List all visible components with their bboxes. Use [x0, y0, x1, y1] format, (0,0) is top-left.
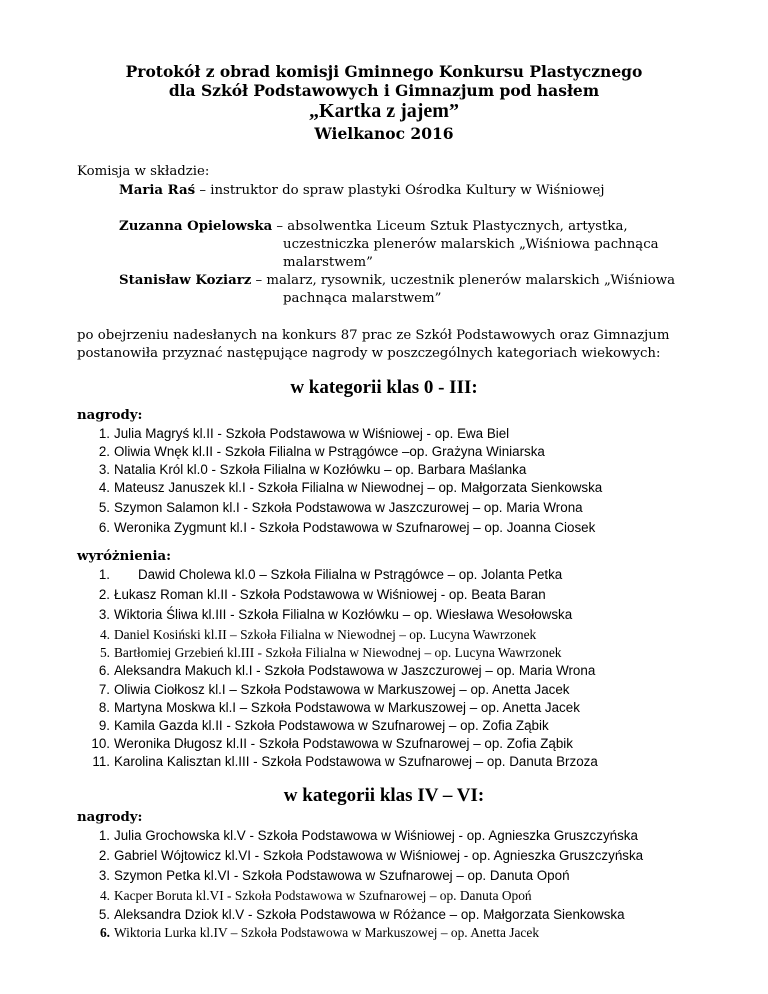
list-item: [77, 907, 625, 922]
item-text: Natalia Król kl.0 - Szkoła Filialna w Kozłówku – op. Barbara Maślanka: [114, 462, 527, 477]
member-description: – absolwentka Liceum Sztuk Plastycznych, artystka,: [272, 219, 628, 234]
item-text: Kamila Gazda kl.II - Szkoła Podstawowa w Szufnarowej – op. Zofia Ząbik: [114, 718, 549, 733]
item-number: 8.: [98, 700, 110, 715]
item-number: 3.: [98, 462, 110, 477]
member-description: – instruktor do spraw plastyki Ośrodka Kultury w Wiśniowej: [195, 183, 605, 198]
list-item: [77, 868, 570, 883]
item-number: 6.: [98, 663, 110, 678]
item-text: Szymon Petka kl.VI - Szkoła Podstawowa w Szufnarowej – op. Danuta Opoń: [114, 868, 570, 883]
list-item: [77, 888, 532, 904]
item-text: Weronika Zygmunt kl.I - Szkoła Podstawowa w Szufnarowej – op. Joanna Ciosek: [114, 520, 596, 535]
item-number: 5.: [98, 500, 110, 515]
list-item: [77, 645, 562, 661]
item-number: 4.: [99, 888, 110, 903]
list-item: [77, 925, 539, 941]
contest-occasion: Wielkanoc 2016: [314, 124, 454, 143]
item-number: 6.: [98, 520, 110, 535]
awards-label: nagrody:: [77, 810, 143, 825]
item-number: 5.: [99, 645, 110, 660]
committee-member-2: [119, 219, 628, 234]
member-description-continued: pachnąca malarstwem”: [283, 291, 442, 306]
item-text: Martyna Moskwa kl.I – Szkoła Podstawowa w Markuszowej – op. Anetta Jacek: [114, 700, 580, 715]
list-item: [77, 480, 602, 495]
item-number: 3.: [98, 868, 110, 883]
item-number: 2.: [98, 444, 110, 459]
list-item: [77, 426, 509, 441]
committee-intro: Komisja w składzie:: [77, 164, 210, 179]
item-text: Wiktoria Lurka kl.IV – Szkoła Podstawowa w Markuszowej – op. Anetta Jacek: [114, 925, 540, 940]
list-item: [77, 607, 572, 622]
list-item: [77, 520, 595, 535]
item-text: Kacper Boruta kl.VI - Szkoła Podstawowa w Szufnarowej – op. Danuta Opoń: [114, 888, 532, 903]
member-name: Stanisław Koziarz: [119, 273, 252, 288]
item-number: 5.: [98, 907, 110, 922]
decision-text-line1: po obejrzeniu nadesłanych na konkurs 87 prac ze Szkół Podstawowych oraz Gimnazjum: [77, 328, 670, 343]
item-number: 3.: [98, 607, 110, 622]
category-heading: w kategorii klas 0 - III:: [290, 377, 478, 398]
item-text: Mateusz Januszek kl.I - Szkoła Filialna w Niewodnej – op. Małgorzata Sienkowska: [114, 480, 603, 495]
list-item: [77, 700, 580, 715]
decision-text-line2: postanowiła przyznać następujące nagrody w poszczególnych kategoriach wiekowych:: [77, 346, 661, 361]
member-description-continued: uczestniczka plenerów malarskich „Wiśniowa pachnąca: [283, 237, 659, 252]
item-text: Weronika Długosz kl.II - Szkoła Podstawowa w Szufnarowej – op. Zofia Ząbik: [114, 736, 573, 751]
item-text: Gabriel Wójtowicz kl.VI - Szkoła Podstawowa w Wiśniowej - op. Agnieszka Gruszczyńska: [114, 848, 644, 863]
document-title-line1: Protokół z obrad komisji Gminnego Konkursu Plastycznego: [125, 62, 643, 81]
item-text: Julia Magryś kl.II - Szkoła Podstawowa w Wiśniowej - op. Ewa Biel: [114, 426, 510, 441]
item-number: 10.: [91, 736, 110, 751]
item-text: Bartłomiej Grzebień kl.III - Szkoła Filialna w Niewodnej – op. Lucyna Wawrzonek: [114, 645, 562, 660]
item-text: Szymon Salamon kl.I - Szkoła Podstawowa w Jaszczurowej – op. Maria Wrona: [114, 500, 583, 515]
item-text: Julia Grochowska kl.V - Szkoła Podstawowa w Wiśniowej - op. Agnieszka Gruszczyńska: [114, 828, 638, 843]
item-number: 6.: [99, 925, 110, 940]
item-text: Wiktoria Śliwa kl.III - Szkoła Filialna w Kozłówku – op. Wiesława Wesołowska: [114, 607, 573, 622]
member-description-continued: malarstwem”: [283, 255, 373, 270]
list-item: [77, 462, 526, 477]
item-number: 1.: [98, 426, 110, 441]
item-text: Aleksandra Dziok kl.V - Szkoła Podstawowa w Różance – op. Małgorzata Sienkowska: [114, 907, 625, 922]
list-item: [77, 567, 562, 582]
list-item: [77, 736, 573, 751]
committee-member-3: [119, 273, 675, 288]
item-text: Karolina Kalisztan kl.III - Szkoła Podstawowa w Szufnarowej – op. Danuta Brzoza: [114, 754, 598, 769]
list-item: [77, 718, 549, 733]
list-item: [77, 663, 595, 678]
item-text: Daniel Kosiński kl.II – Szkoła Filialna w Niewodnej – op. Lucyna Wawrzonek: [114, 627, 537, 642]
committee-member-1: [119, 183, 605, 198]
item-text: Oliwia Wnęk kl.II - Szkoła Filialna w Pstrągówce –op. Grażyna Winiarska: [114, 444, 545, 459]
list-item: [77, 828, 638, 843]
list-item: [77, 848, 643, 863]
item-text: Łukasz Roman kl.II - Szkoła Podstawowa w Wiśniowej - op. Beata Baran: [114, 587, 546, 602]
member-name: Maria Raś: [119, 183, 196, 198]
item-number: 1.: [98, 828, 110, 843]
item-number: 2.: [98, 848, 110, 863]
item-text: Dawid Cholewa kl.0 – Szkoła Filialna w Pstrągówce – op. Jolanta Petka: [138, 567, 563, 582]
list-item: [77, 627, 536, 643]
item-number: 11.: [92, 754, 110, 769]
item-number: 4.: [99, 627, 110, 642]
item-text: Oliwia Ciołkosz kl.I – Szkoła Podstawowa w Markuszowej – op. Anetta Jacek: [114, 682, 570, 697]
list-item: [77, 682, 569, 697]
item-number: 9.: [98, 718, 110, 733]
item-number: 4.: [98, 480, 110, 495]
item-text: Aleksandra Makuch kl.I - Szkoła Podstawowa w Jaszczurowej – op. Maria Wrona: [114, 663, 596, 678]
item-number: 2.: [98, 587, 110, 602]
member-name: Zuzanna Opielowska: [119, 219, 273, 234]
list-item: [77, 754, 598, 769]
document-title-line2: dla Szkół Podstawowych i Gimnazjum pod hasłem: [168, 81, 600, 100]
distinctions-label: wyróżnienia:: [77, 549, 172, 564]
contest-motto: „Kartka z jajem”: [309, 100, 459, 122]
list-item: [77, 500, 583, 515]
category-heading: w kategorii klas IV – VI:: [283, 785, 485, 806]
list-item: [77, 587, 546, 602]
item-number: 1.: [98, 567, 110, 582]
item-number: 7.: [98, 682, 110, 697]
list-item: [77, 444, 545, 459]
awards-label: nagrody:: [77, 408, 143, 423]
member-description: – malarz, rysownik, uczestnik plenerów malarskich „Wiśniowa: [251, 273, 676, 288]
